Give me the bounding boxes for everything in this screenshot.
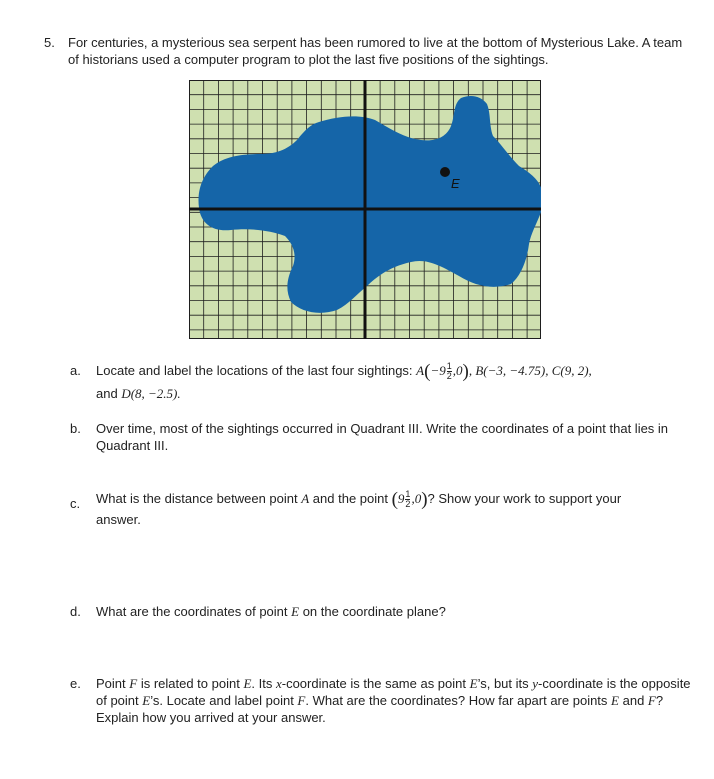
- point-e-symbol: E: [291, 604, 300, 619]
- point-f-symbol: F: [647, 693, 656, 708]
- part-c-text: [96, 490, 692, 528]
- fraction-numerator: 1: [446, 361, 452, 372]
- part-e-seg: is related to point: [137, 676, 244, 691]
- x-variable: x: [275, 676, 282, 691]
- point-e-symbol: E: [243, 676, 252, 691]
- part-a-text: [96, 362, 692, 402]
- part-d-text-2: on the coordinate plane?: [299, 604, 446, 619]
- part-e-seg: . Its: [251, 676, 276, 691]
- part-a-label: a.: [70, 363, 81, 378]
- point-e-symbol: E: [142, 693, 151, 708]
- part-e-seg: ? Explain how you arrived at your answer.: [96, 693, 664, 725]
- point-f-symbol: F: [129, 676, 138, 691]
- part-b-text: Over time, most of the sightings occurred in Quadrant III. Write the coordinates of a point that lies in Quadrant III.: [96, 421, 669, 453]
- fraction-half: [447, 362, 452, 381]
- point-a-symbol: A: [301, 491, 310, 506]
- problem-statement: For centuries, a mysterious sea serpent has been rumored to live at the bottom of Mysterious Lake. A team of historians used a computer program to plot the last five positions of the sightings.: [68, 35, 683, 67]
- paren-open: (: [424, 361, 431, 383]
- fraction-half: [405, 490, 410, 509]
- point-a-y: ,0: [452, 363, 463, 378]
- part-e-seg: -coordinate is the opposite of point: [96, 676, 691, 708]
- point-f-symbol: F: [297, 693, 306, 708]
- y-variable: y: [532, 676, 539, 691]
- fraction-denominator: 2: [446, 371, 452, 382]
- part-c-text-2: and the point: [309, 491, 392, 506]
- part-e-seg: -coordinate is the same as point: [281, 676, 470, 691]
- part-e-seg: . What are the coordinates? How far apart are points: [305, 693, 612, 708]
- paren-open: (: [391, 489, 398, 511]
- point-a-whole: −9: [430, 363, 446, 378]
- part-d-label: d.: [70, 604, 81, 619]
- part-e-seg: Point: [96, 676, 130, 691]
- point-e-label: E: [451, 176, 460, 191]
- fraction-denominator: 2: [405, 499, 411, 510]
- point-whole: 9: [397, 491, 405, 506]
- part-c-text-3: ? Show your work to support your: [427, 491, 622, 506]
- points-b-c: , B(−3, −4.75), C(9, 2),: [468, 363, 592, 378]
- part-e-seg: ’s. Locate and label point: [150, 693, 298, 708]
- part-e-seg: and: [619, 693, 648, 708]
- paren-close: ): [421, 489, 428, 511]
- part-c-text-line2: answer.: [96, 512, 141, 528]
- part-e-label: e.: [70, 676, 81, 691]
- point-y: ,0: [411, 491, 422, 506]
- part-c-text-1: What is the distance between point: [96, 491, 302, 506]
- coordinate-plane-figure: [189, 80, 541, 339]
- part-d-text-1: What are the coordinates of point: [96, 604, 292, 619]
- part-e-text: [96, 675, 692, 726]
- point-e-symbol: E: [469, 676, 478, 691]
- part-c-label: c.: [70, 496, 81, 511]
- part-e-seg: ’s, but its: [477, 676, 533, 691]
- part-d-text: [96, 603, 692, 620]
- part-a-and: and: [96, 386, 122, 402]
- point-d: D(8, −2.5).: [121, 386, 181, 402]
- fraction-numerator: 1: [405, 489, 411, 500]
- part-b-label: b.: [70, 421, 81, 436]
- point-e-marker: [440, 167, 450, 177]
- paren-close: ): [462, 361, 469, 383]
- point-e-symbol: E: [611, 693, 619, 708]
- point-a-symbol: A: [416, 363, 425, 378]
- coordinate-plane: [189, 80, 541, 339]
- part-a-text-1: Locate and label the locations of the last four sightings:: [96, 363, 417, 378]
- problem-number: 5.: [44, 35, 55, 50]
